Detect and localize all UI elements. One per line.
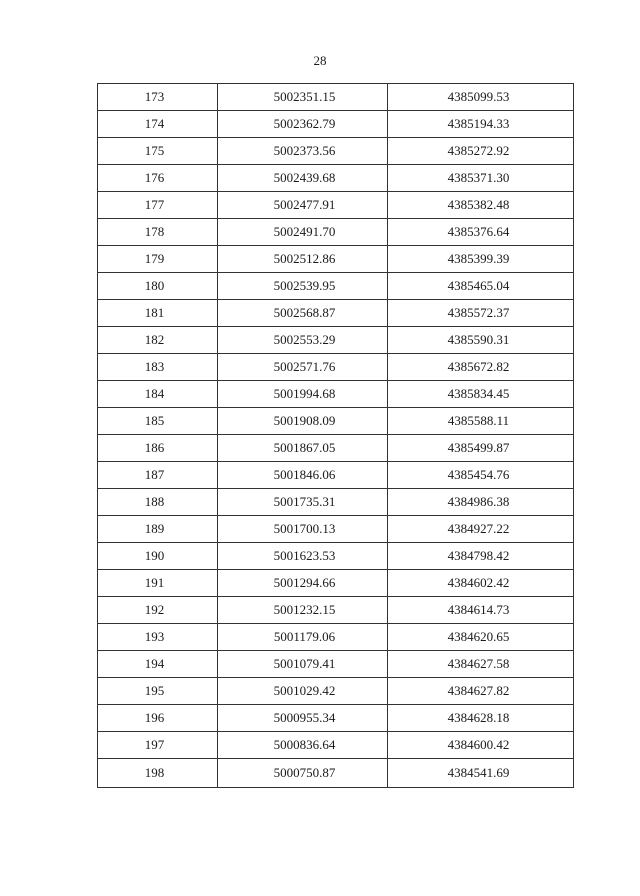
point-number-cell: 191 xyxy=(98,570,218,597)
coordinate-y-cell: 5002477.91 xyxy=(218,192,388,219)
table-row xyxy=(98,300,574,327)
coordinate-x-cell: 4384986.38 xyxy=(388,489,574,516)
coordinate-x-cell: 4385194.33 xyxy=(388,111,574,138)
coordinate-y-cell: 5002553.29 xyxy=(218,327,388,354)
coordinate-x-cell: 4384600.42 xyxy=(388,732,574,759)
table-row xyxy=(98,516,574,543)
coordinate-x-cell: 4385382.48 xyxy=(388,192,574,219)
coordinate-x-cell: 4385371.30 xyxy=(388,165,574,192)
table-row xyxy=(98,84,574,111)
point-number-cell: 179 xyxy=(98,246,218,273)
coordinate-y-cell: 5002362.79 xyxy=(218,111,388,138)
point-number-cell: 176 xyxy=(98,165,218,192)
coordinate-y-cell: 5000955.34 xyxy=(218,705,388,732)
coordinate-x-cell: 4385399.39 xyxy=(388,246,574,273)
table-row xyxy=(98,759,574,788)
coordinate-x-cell: 4385272.92 xyxy=(388,138,574,165)
table-row xyxy=(98,597,574,624)
coordinate-y-cell: 5001029.42 xyxy=(218,678,388,705)
point-number-cell: 186 xyxy=(98,435,218,462)
table-row xyxy=(98,111,574,138)
table-row xyxy=(98,489,574,516)
table-row xyxy=(98,381,574,408)
coordinate-x-cell: 4384614.73 xyxy=(388,597,574,624)
point-number-cell: 185 xyxy=(98,408,218,435)
coordinate-x-cell: 4384602.42 xyxy=(388,570,574,597)
point-number-cell: 194 xyxy=(98,651,218,678)
point-number-cell: 190 xyxy=(98,543,218,570)
coordinate-x-cell: 4384798.42 xyxy=(388,543,574,570)
point-number-cell: 182 xyxy=(98,327,218,354)
point-number-cell: 184 xyxy=(98,381,218,408)
coordinate-y-cell: 5002571.76 xyxy=(218,354,388,381)
table-row xyxy=(98,138,574,165)
point-number-cell: 197 xyxy=(98,732,218,759)
coordinate-x-cell: 4385376.64 xyxy=(388,219,574,246)
coordinate-y-cell: 5001079.41 xyxy=(218,651,388,678)
coordinate-x-cell: 4385672.82 xyxy=(388,354,574,381)
coordinate-x-cell: 4385590.31 xyxy=(388,327,574,354)
table-row xyxy=(98,678,574,705)
coordinate-x-cell: 4385099.53 xyxy=(388,84,574,111)
point-number-cell: 183 xyxy=(98,354,218,381)
coordinate-y-cell: 5002539.95 xyxy=(218,273,388,300)
coordinate-y-cell: 5001908.09 xyxy=(218,408,388,435)
coordinate-y-cell: 5001846.06 xyxy=(218,462,388,489)
point-number-cell: 181 xyxy=(98,300,218,327)
point-number-cell: 188 xyxy=(98,489,218,516)
table-row xyxy=(98,192,574,219)
coordinate-x-cell: 4385572.37 xyxy=(388,300,574,327)
point-number-cell: 173 xyxy=(98,84,218,111)
table-row xyxy=(98,327,574,354)
coordinates-table-body xyxy=(98,84,574,788)
coordinate-y-cell: 5001867.05 xyxy=(218,435,388,462)
table-row xyxy=(98,354,574,381)
table-row xyxy=(98,732,574,759)
coordinate-y-cell: 5001735.31 xyxy=(218,489,388,516)
page-number: 28 xyxy=(313,53,327,68)
point-number-cell: 189 xyxy=(98,516,218,543)
point-number-cell: 187 xyxy=(98,462,218,489)
coordinate-x-cell: 4384627.58 xyxy=(388,651,574,678)
table-row xyxy=(98,624,574,651)
table-row xyxy=(98,219,574,246)
coordinate-y-cell: 5001179.06 xyxy=(218,624,388,651)
coordinate-y-cell: 5001700.13 xyxy=(218,516,388,543)
coordinate-x-cell: 4384627.82 xyxy=(388,678,574,705)
coordinate-x-cell: 4385454.76 xyxy=(388,462,574,489)
coordinate-y-cell: 5000836.64 xyxy=(218,732,388,759)
coordinate-x-cell: 4384628.18 xyxy=(388,705,574,732)
coordinate-x-cell: 4385588.11 xyxy=(388,408,574,435)
point-number-cell: 178 xyxy=(98,219,218,246)
coordinate-y-cell: 5001232.15 xyxy=(218,597,388,624)
coordinate-y-cell: 5001294.66 xyxy=(218,570,388,597)
coordinate-y-cell: 5000750.87 xyxy=(218,759,388,788)
point-number-cell: 180 xyxy=(98,273,218,300)
table-row xyxy=(98,408,574,435)
coordinate-y-cell: 5001994.68 xyxy=(218,381,388,408)
coordinate-x-cell: 4384927.22 xyxy=(388,516,574,543)
coordinate-y-cell: 5002373.56 xyxy=(218,138,388,165)
point-number-cell: 196 xyxy=(98,705,218,732)
coordinate-x-cell: 4385465.04 xyxy=(388,273,574,300)
table-row xyxy=(98,570,574,597)
point-number-cell: 177 xyxy=(98,192,218,219)
coordinate-x-cell: 4385834.45 xyxy=(388,381,574,408)
table-row xyxy=(98,543,574,570)
coordinate-y-cell: 5002351.15 xyxy=(218,84,388,111)
point-number-cell: 198 xyxy=(98,759,218,788)
coordinate-x-cell: 4384620.65 xyxy=(388,624,574,651)
coordinate-y-cell: 5002568.87 xyxy=(218,300,388,327)
table-row xyxy=(98,273,574,300)
coordinate-x-cell: 4384541.69 xyxy=(388,759,574,788)
coordinate-y-cell: 5002439.68 xyxy=(218,165,388,192)
point-number-cell: 195 xyxy=(98,678,218,705)
point-number-cell: 174 xyxy=(98,111,218,138)
coordinates-table xyxy=(97,83,574,788)
table-row xyxy=(98,705,574,732)
table-row xyxy=(98,246,574,273)
coordinate-x-cell: 4385499.87 xyxy=(388,435,574,462)
point-number-cell: 175 xyxy=(98,138,218,165)
table-row xyxy=(98,462,574,489)
coordinate-y-cell: 5002512.86 xyxy=(218,246,388,273)
point-number-cell: 193 xyxy=(98,624,218,651)
table-row xyxy=(98,165,574,192)
coordinate-y-cell: 5002491.70 xyxy=(218,219,388,246)
point-number-cell: 192 xyxy=(98,597,218,624)
coordinate-y-cell: 5001623.53 xyxy=(218,543,388,570)
table-row xyxy=(98,435,574,462)
table-row xyxy=(98,651,574,678)
